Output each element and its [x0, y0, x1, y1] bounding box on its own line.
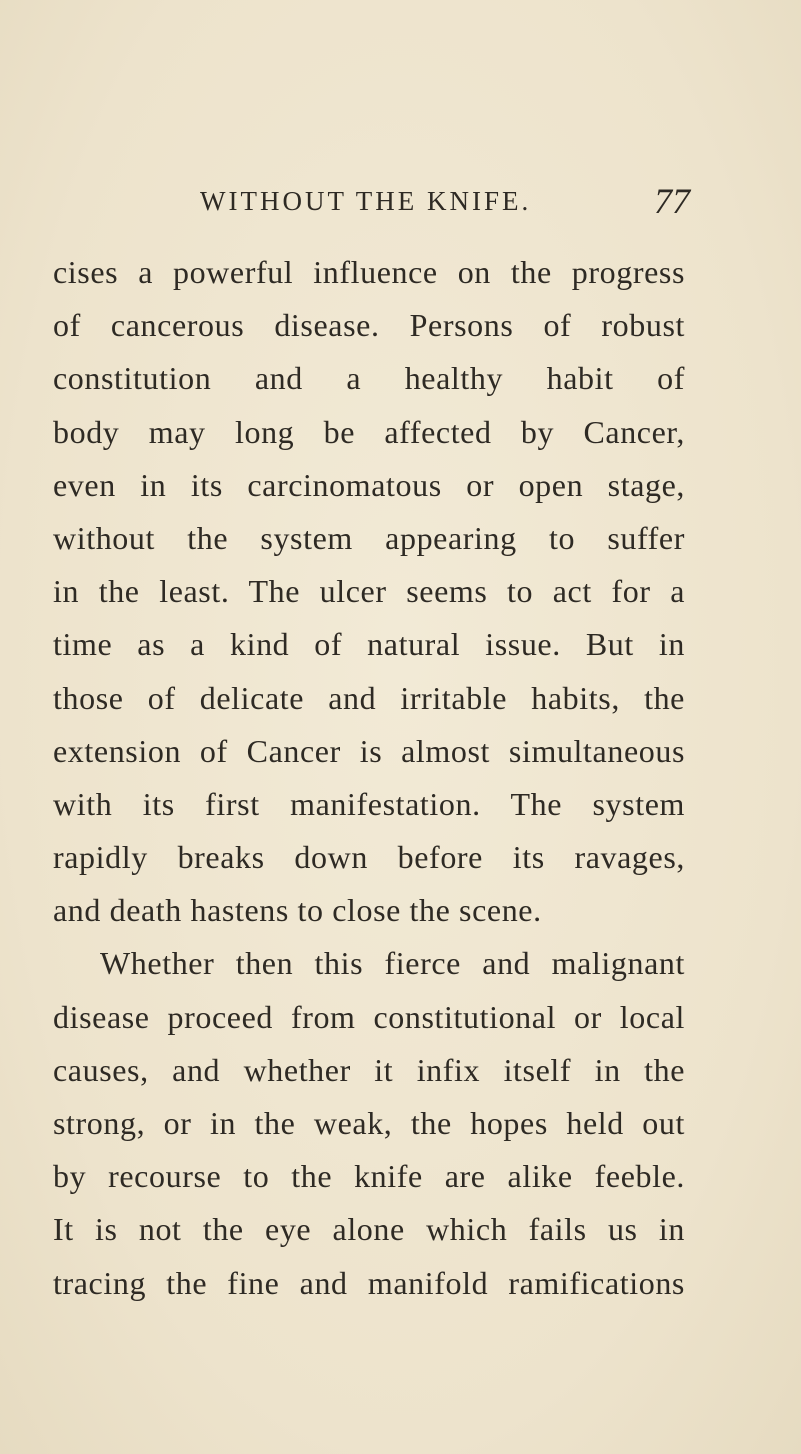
text-line: causes, and whether it infix itself in the	[53, 1051, 685, 1088]
paragraph-start-line: Whether then this fierce and malignant	[100, 945, 685, 982]
text-line: disease proceed from constitutional or local	[53, 998, 685, 1035]
text-line: extension of Cancer is almost simultaneous	[53, 732, 685, 769]
text-line: It is not the eye alone which fails us in	[53, 1211, 685, 1248]
running-title: WITHOUT THE KNIFE.	[200, 186, 532, 216]
page-number: 77	[654, 181, 690, 221]
body-text	[53, 246, 685, 1310]
running-head	[200, 181, 690, 226]
text-line: body may long be affected by Cancer,	[53, 413, 685, 450]
text-line: without the system appearing to suffer	[53, 519, 685, 556]
text-line: rapidly breaks down before its ravages,	[53, 839, 685, 876]
paragraph-end-line: and death hastens to close the scene.	[53, 892, 542, 929]
text-line: by recourse to the knife are alike feeble.	[53, 1158, 685, 1195]
text-line: cises a powerful influence on the progress	[53, 254, 685, 290]
text-line: tracing the fine and manifold ramifications	[53, 1264, 685, 1301]
text-line: in the least. The ulcer seems to act for a	[53, 573, 685, 610]
text-line: strong, or in the weak, the hopes held out	[53, 1105, 685, 1141]
text-line: time as a kind of natural issue. But in	[53, 626, 685, 663]
text-line: of cancerous disease. Persons of robust	[53, 307, 685, 344]
text-line: those of delicate and irritable habits, the	[53, 679, 685, 716]
text-line: even in its carcinomatous or open stage,	[53, 466, 685, 503]
text-line: with its first manifestation. The system	[53, 785, 685, 822]
text-line: constitution and a healthy habit of	[53, 360, 685, 397]
